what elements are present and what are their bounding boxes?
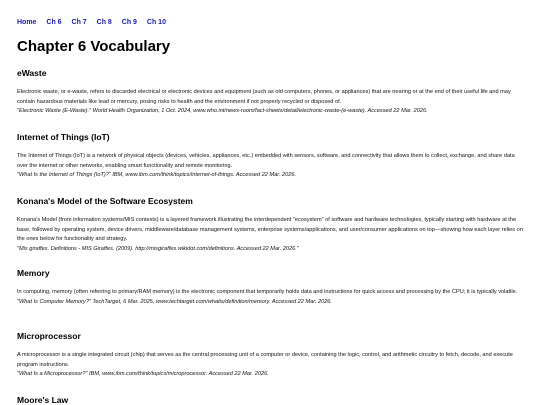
nav-link-home[interactable]: Home bbox=[17, 19, 37, 26]
nav-link-ch7[interactable]: Ch 7 bbox=[71, 19, 87, 26]
term-memory bbox=[17, 268, 523, 307]
term-definition: Konana's Model (from information systems/MIS contexts) is a layered framework illustrating the interdependent "ecosystem" of software and hardware technologies, typically starting with hardware at the base, followed by operating system, device drivers, middleware/database management systems, enterprise systems/applications, and user/consumer applications on top—showing how each layer relies on the ones below for functionality and strategy. bbox=[17, 217, 523, 243]
term-citation: "What Is Computer Memory?" TechTarget, 6 Mar. 2025, www.techtarget.com/whatis/definition/memory. Accessed 22 Mar. 2026. bbox=[17, 298, 332, 305]
nav-link-ch10[interactable]: Ch 10 bbox=[146, 19, 166, 26]
term-definition: The Internet of Things (IoT) is a network of physical objects (devices, vehicles, appliances, etc.) embedded with sensors, software, and connectivity that allows them to collect, exchange, and share data over the internet or other networks, enabling smart functionality and remote monitoring. bbox=[17, 153, 515, 169]
term-title: Internet of Things (IoT) bbox=[17, 132, 110, 142]
nav-link-ch8[interactable]: Ch 8 bbox=[96, 19, 112, 26]
term-title: Microprocessor bbox=[17, 331, 81, 341]
term-title: eWaste bbox=[17, 68, 47, 78]
term-moores-law bbox=[17, 395, 523, 405]
term-citation: "Electronic Waste (E-Waste)." World Health Organization, 1 Oct. 2024, www.who.int/news-room/fact-sheets/detail/electronic-waste-(e-waste). Accessed 22 Mar. 2026. bbox=[17, 108, 428, 115]
term-citation: "What Is the Internet of Things (IoT)?" IBM, www.ibm.com/think/topics/internet-of-things. Accessed 22 Mar. 2026. bbox=[17, 172, 297, 179]
term-konanas-model bbox=[17, 196, 523, 254]
term-title: Memory bbox=[17, 268, 50, 278]
page-title: Chapter 6 Vocabulary bbox=[17, 38, 171, 55]
term-microprocessor bbox=[17, 331, 523, 380]
term-definition: In computing, memory (often referring to primary/RAM memory) is the electronic component that temporarily holds data and instructions for quick access and processing by the CPU; it is typically volatile. bbox=[17, 289, 518, 295]
term-ewaste bbox=[17, 68, 523, 117]
term-citation: "What Is a Microprocessor?" IBM, www.ibm.com/think/topics/microprocessor. Accessed 22 Mar. 2026. bbox=[17, 371, 269, 378]
term-internet-of-things bbox=[17, 132, 523, 181]
term-title: Moore's Law bbox=[17, 395, 69, 405]
term-title: Konana's Model of the Software Ecosystem bbox=[17, 196, 193, 206]
term-definition: A microprocessor is a single integrated circuit (chip) that serves as the central processing unit of a computer or device, containing the logic, control, and arithmetic circuitry to fetch, decode, and execute program instructions. bbox=[17, 352, 513, 368]
term-citation: "Mis giraffes. Definitions - MIS Giraffes. (2009). http://misgiraffes.wikidot.com/definitions. Accessed 22 Mar. 2026." bbox=[17, 245, 299, 252]
chapter-nav bbox=[17, 18, 174, 27]
nav-link-ch6[interactable]: Ch 6 bbox=[46, 19, 62, 26]
nav-link-ch9[interactable]: Ch 9 bbox=[121, 19, 137, 26]
term-definition: Electronic waste, or e-waste, refers to discarded electrical or electronic devices and equipment (such as old computers, phones, or appliances) that are nearing or at the end of their useful life and may contain hazardous materials like lead or mercury, posing risks to health and the environment if not properly recycled or disposed of. bbox=[17, 89, 511, 105]
